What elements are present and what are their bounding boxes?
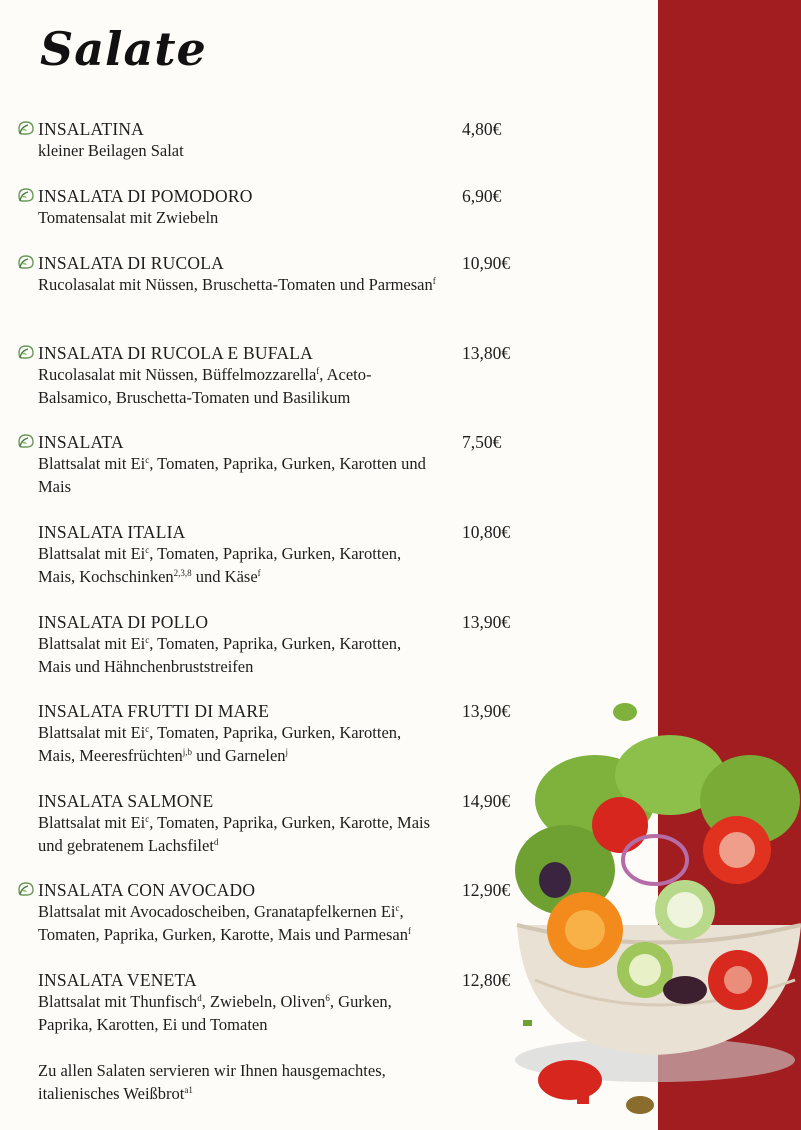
vegetarian-leaf-icon: [16, 880, 36, 898]
menu-item-price: 4,80€: [462, 119, 502, 139]
salad-bowl-illustration: [505, 690, 801, 1130]
page-title: Salate: [40, 22, 207, 76]
allergen-footnote: f: [432, 276, 436, 286]
allergen-footnote: j: [285, 746, 289, 757]
allergen-footnote: a1: [184, 1084, 193, 1095]
menu-item: [38, 879, 518, 946]
menu-item-name: INSALATA VENETA: [38, 970, 197, 990]
footer-note: Zu allen Salaten servieren wir Ihnen hausgemachtes, italienisches Weißbrot$^{a1}$: [38, 1061, 386, 1103]
vegetarian-leaf-icon: [16, 119, 36, 137]
menu-item-price: 10,80€: [462, 522, 511, 542]
menu-item-description: Tomatensalat mit Zwiebeln: [38, 208, 219, 227]
menu-item-description: Rucolasalat mit Nüssen, Büffelmozzarella$^f$, Aceto-Balsamico, Bruschetta-Tomaten und Basilikum: [38, 365, 372, 407]
menu-item-description: Blattsalat mit Ei$^c$, Tomaten, Paprika, Gurken, Karotten, Mais und Hähnchenbruststreifen: [38, 634, 402, 676]
menu-item-price: 13,90€: [462, 612, 511, 632]
menu-item-description: Blattsalat mit Ei$^c$, Tomaten, Paprika, Gurken, Karotte, Mais und gebratenem Lachsfilet$^d$: [38, 813, 431, 855]
vegetarian-leaf-icon: [16, 186, 36, 204]
menu-item-price: 12,90€: [462, 880, 511, 900]
menu-item-name: INSALATA DI POMODORO: [38, 186, 253, 206]
allergen-footnote: 6: [325, 993, 330, 1003]
menu-item: [38, 431, 518, 498]
allergen-footnote: c: [145, 545, 150, 555]
allergen-footnote: c: [395, 903, 400, 913]
menu-item-name: INSALATA: [38, 432, 124, 452]
menu-item-name: INSALATA CON AVOCADO: [38, 880, 256, 900]
menu-item-description: Blattsalat mit Avocadoscheiben, Granatapfelkernen Ei$^c$, Tomaten, Paprika, Gurken, Karotte, Mais und Parmesan$^f$: [38, 902, 412, 944]
menu-item-price: 13,80€: [462, 343, 511, 363]
menu-item-name: INSALATA ITALIA: [38, 522, 186, 542]
menu-item-description: Blattsalat mit Thunfisch$^d$, Zwiebeln, Oliven$^6$, Gurken, Paprika, Karotten, Ei und Tomaten: [38, 992, 392, 1034]
allergen-footnote: d: [197, 993, 202, 1003]
menu-item-name: INSALATA DI RUCOLA E BUFALA: [38, 343, 313, 363]
menu-item: [38, 521, 518, 588]
menu-item-price: 13,90€: [462, 701, 511, 721]
menu-item-name: INSALATA DI POLLO: [38, 612, 209, 632]
menu-item: [38, 611, 518, 678]
menu-item-name: INSALATA FRUTTI DI MARE: [38, 701, 270, 721]
allergen-footnote: f: [408, 925, 412, 936]
menu-item-price: 7,50€: [462, 432, 502, 452]
menu-item: [38, 342, 518, 409]
allergen-footnote: c: [145, 455, 150, 465]
allergen-footnote: f: [316, 366, 320, 376]
menu-item-description: Blattsalat mit Ei$^c$, Tomaten, Paprika, Gurken, Karotten, Mais, Meeresfrüchten$^{j,b}$ und Garnelen$^j$: [38, 723, 402, 765]
vegetarian-leaf-icon: [16, 343, 36, 361]
menu-item: [38, 700, 518, 767]
allergen-footnote: f: [257, 567, 261, 578]
menu-item-price: 6,90€: [462, 186, 502, 206]
menu-item-price: 10,90€: [462, 253, 511, 273]
allergen-footnote: c: [145, 814, 150, 824]
menu-item-name: INSALATINA: [38, 119, 145, 139]
allergen-footnote: j,b: [182, 746, 193, 757]
menu-item-price: 12,80€: [462, 970, 511, 990]
menu-item-price: 14,90€: [462, 791, 511, 811]
menu-item: [38, 118, 518, 163]
menu-item-name: INSALATA DI RUCOLA: [38, 253, 224, 273]
vegetarian-leaf-icon: [16, 432, 36, 450]
allergen-footnote: d: [213, 836, 219, 847]
allergen-footnote: c: [145, 724, 150, 734]
menu-item: [38, 252, 518, 297]
menu-item-description: Blattsalat mit Ei$^c$, Tomaten, Paprika, Gurken, Karotten und Mais: [38, 454, 426, 496]
menu-item-description: Blattsalat mit Ei$^c$, Tomaten, Paprika, Gurken, Karotten, Mais, Kochschinken$^{2,3,8}$ und Käse$^f$: [38, 544, 402, 586]
menu-item-description: kleiner Beilagen Salat: [38, 141, 184, 160]
menu-item: [38, 790, 518, 857]
menu-item-name: INSALATA SALMONE: [38, 791, 214, 811]
vegetarian-leaf-icon: [16, 253, 36, 271]
allergen-footnote: 2,3,8: [173, 567, 192, 578]
menu-item-description: Rucolasalat mit Nüssen, Bruschetta-Tomaten und Parmesan$^f$: [38, 275, 436, 294]
allergen-footnote: c: [145, 635, 150, 645]
menu-item: [38, 185, 518, 230]
menu-item: [38, 969, 518, 1036]
